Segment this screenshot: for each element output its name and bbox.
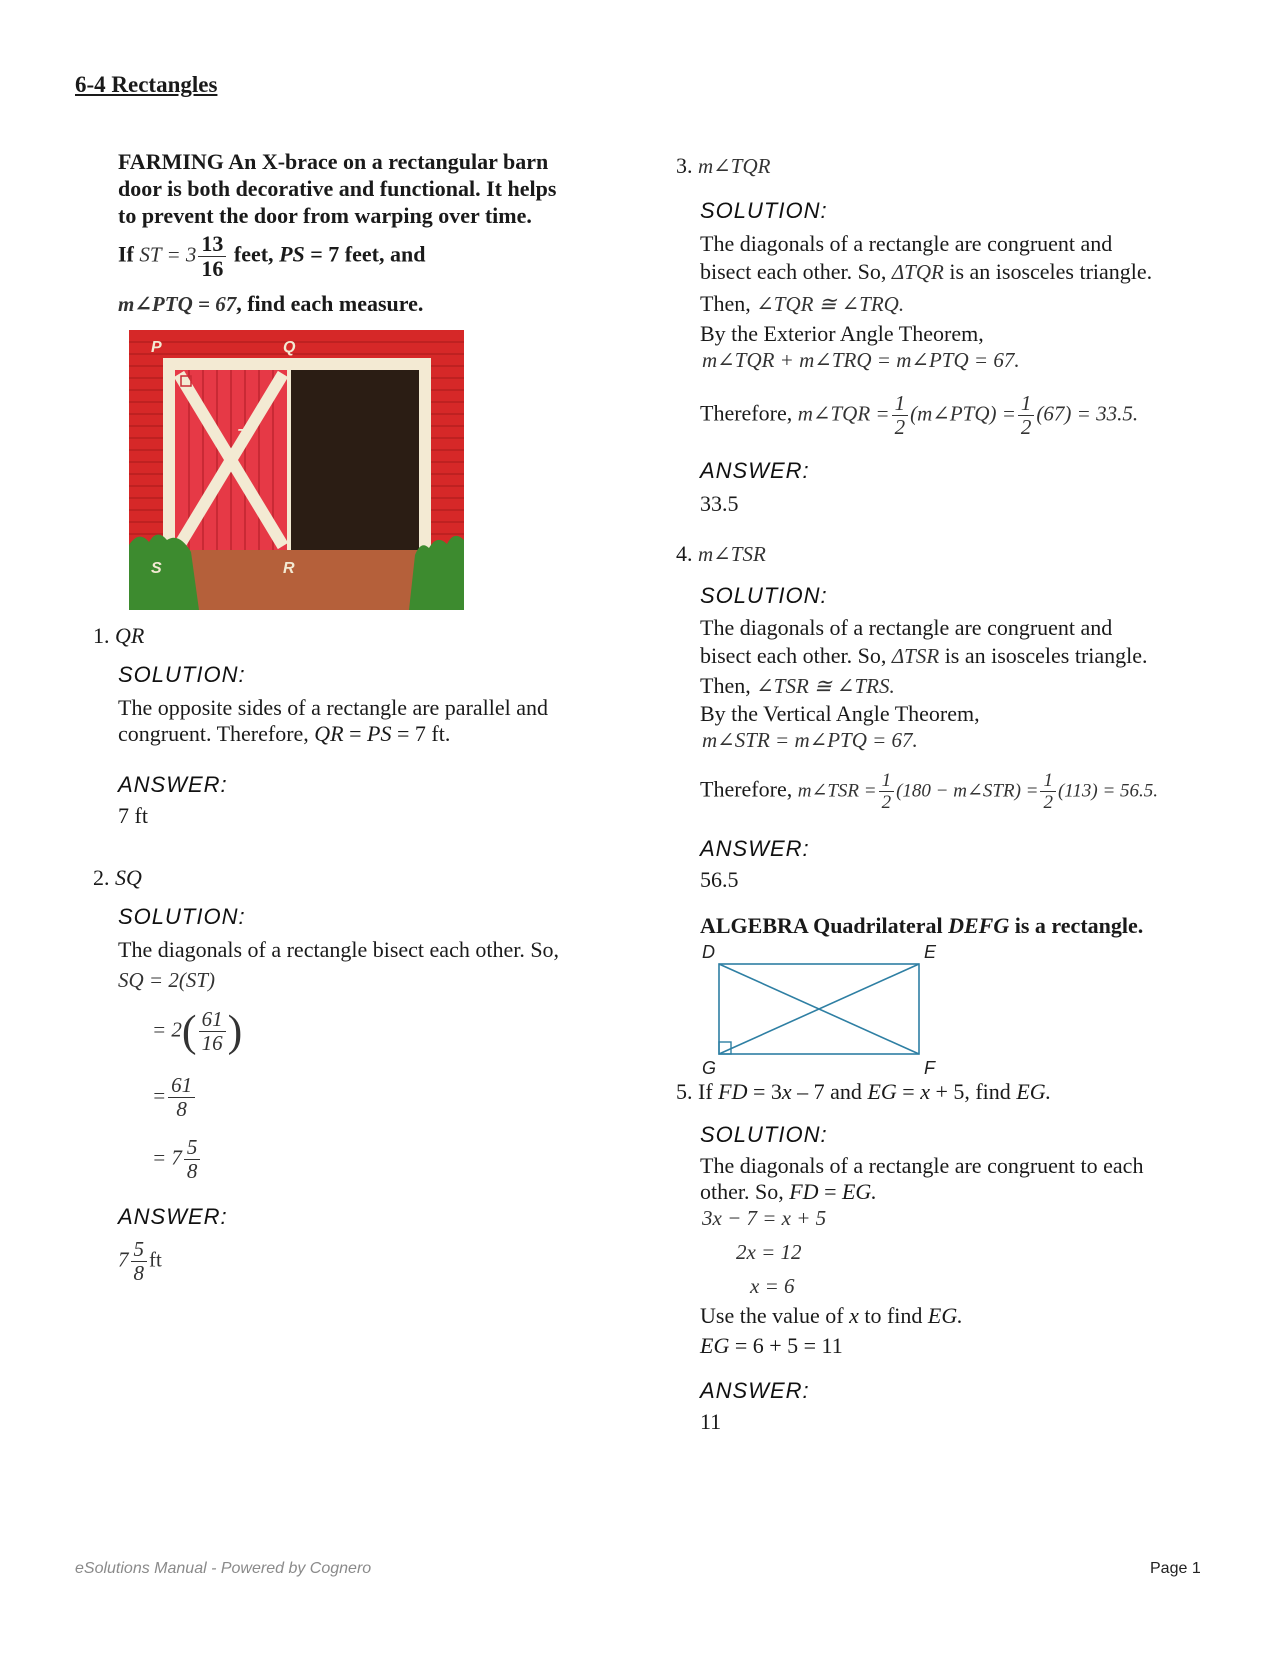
q5-text-4b: = 6 + 5 = 11 [734,1333,843,1358]
q1-text-2d: PS [367,721,392,746]
q4-text-4: By the Vertical Angle Theorem, [700,701,980,726]
q5-prompt-d: x [781,1079,792,1104]
label-s: S [151,560,162,577]
q1-text-2e: = 7 ft. [396,721,451,746]
q4-half-2-den: 2 [1043,792,1053,813]
q4-eq-2c: (113) = 56.5. [1057,780,1159,802]
algebra-heading-c: is a rectangle. [1014,913,1144,938]
q5-text-2 [700,1178,877,1205]
q5-prompt-g: = [902,1079,915,1104]
q5-prompt-j: EG. [1016,1079,1052,1104]
q5-text-2c: = [824,1179,837,1204]
q2-text-1: The diagonals of a rectangle bisect each other. So, [118,937,560,962]
page-title: 6-4 Rectangles [75,72,218,97]
rectangle-defg-diagram [700,940,950,1076]
q4-text-2b: ΔTSR [891,644,940,668]
q4-text-2 [700,642,1148,670]
q1-text-2 [118,720,450,747]
q2-step-3 [152,1074,197,1121]
intro-line-3: to prevent the door from warping over time. [118,203,532,228]
barn-opening [291,370,419,550]
q4-solution-label: SOLUTION: [700,583,828,608]
q3-eq-1: m∠TQR + m∠TRQ = m∠PTQ = 67. [702,348,1020,372]
q4-text-3 [700,672,895,700]
q2-number: 2. [93,865,110,890]
q3-number: 3. [676,153,693,178]
q2-step-3-num: 61 [168,1074,195,1098]
q2-answer-unit: ft [149,1247,162,1272]
q2-answer-num: 5 [131,1238,148,1262]
q5-text-3d: EG. [927,1303,963,1328]
q1-answer-label: ANSWER: [118,772,228,797]
q5-text-3 [700,1302,963,1329]
q3-eq-2c: (67) = 33.5. [1036,401,1139,426]
q1-solution-label: SOLUTION: [118,662,246,687]
q2-answer-whole: 7 [118,1247,129,1272]
q5-prompt-b: FD [718,1079,748,1104]
q2-solution-label: SOLUTION: [118,904,246,929]
q4-text-3b: ∠TSR ≅ ∠TRS. [756,674,895,698]
q1-header [93,622,144,649]
q4-half-1-den: 2 [881,792,892,813]
q3-text-4: By the Exterior Angle Theorem, [700,321,984,346]
q3-half-1-den: 2 [894,415,906,439]
q4-eq-2a: m∠TSR = [797,780,877,802]
q5-prompt-f: EG [867,1079,897,1104]
q3-text-3b: ∠TQR ≅ ∠TRQ. [756,292,905,316]
q2-header [93,864,142,891]
q2-step-2-rparen: ) [227,1006,243,1056]
q5-text-4 [700,1332,843,1359]
page-number: Page 1 [1150,1560,1201,1577]
q3-eq-2a: m∠TQR = [797,401,890,426]
q2-step-4 [152,1136,202,1183]
q5-text-2d: EG. [841,1179,877,1204]
q4-eq-2 [700,770,1158,813]
q2-step-2 [152,1008,242,1055]
algebra-heading-b: DEFG [948,913,1010,938]
q1-answer: 7 ft [118,803,148,828]
given-st-fraction [198,232,226,281]
q2-prompt: SQ [115,865,142,890]
q5-text-3b: x [849,1303,859,1328]
q1-text-2c: = [349,721,362,746]
q5-eq-1: 3x − 7 = x + 5 [702,1206,827,1230]
q5-answer-label: ANSWER: [700,1378,810,1403]
intro-line-2: door is both decorative and functional. It helps [118,176,557,201]
q4-half-2 [1040,770,1056,813]
q2-step-4-pre: = 7 [152,1145,182,1170]
q5-text-2b: FD [789,1179,819,1204]
q2-step-4-num: 5 [184,1136,201,1160]
label-d: D [702,942,715,962]
q3-header [676,152,770,180]
q2-step-2-pre: = 2 [152,1017,182,1042]
given-st: ST = 3 [139,242,197,267]
q5-prompt-c: = 3 [752,1079,782,1104]
q4-answer-label: ANSWER: [700,836,810,861]
q4-text-3a: Then, [700,673,751,698]
q4-header [676,540,766,568]
q5-answer: 11 [700,1409,722,1434]
q5-text-3a: Use the value of [700,1303,844,1328]
q3-text-3a: Then, [700,291,751,316]
label-p: P [151,339,162,356]
label-g: G [702,1058,717,1076]
q3-solution-label: SOLUTION: [700,198,828,223]
q3-text-2a: bisect each other. So, [700,259,887,284]
q3-answer: 33.5 [700,491,739,516]
q2-answer [118,1238,162,1285]
given-ps: PS [279,241,305,267]
q4-number: 4. [676,541,693,566]
q1-text-1: The opposite sides of a rectangle are parallel and [118,695,549,720]
q4-eq-1: m∠STR = m∠PTQ = 67. [702,728,918,752]
label-f: F [924,1058,935,1076]
q3-half-1 [892,392,909,439]
q3-half-2-num: 1 [1018,392,1035,416]
q5-text-2a: other. So, [700,1179,784,1204]
q5-prompt-e: – 7 and [797,1079,862,1104]
q2-step-4-den: 8 [186,1159,198,1183]
label-t: T [237,427,247,444]
q2-step-3-fraction [168,1074,195,1121]
label-q: Q [283,339,296,356]
q3-text-2c: is an isosceles triangle. [949,259,1153,284]
q2-answer-label: ANSWER: [118,1204,228,1229]
q3-eq-2b: (m∠PTQ) = [910,401,1016,426]
q5-eq-2: 2x = 12 [736,1240,802,1264]
given-st-num: 13 [198,232,226,257]
q3-text-2 [700,258,1152,286]
q4-eq-2b: (180 − m∠STR) = [896,780,1039,802]
q3-prompt: m∠TQR [698,154,771,178]
given-angle: m∠PTQ = 67 [118,292,237,316]
algebra-heading-a: ALGEBRA Quadrilateral [700,913,943,938]
barn-door-picture [129,330,464,610]
right-angle-mark-g [719,1042,731,1054]
q5-header [676,1078,1051,1105]
q4-text-1: The diagonals of a rectangle are congruent and [700,615,1113,640]
intro-given [118,232,425,281]
q3-half-2 [1018,392,1035,439]
q3-eq-2 [700,392,1138,439]
q2-answer-fraction [131,1238,148,1285]
q5-eq-3: x = 6 [750,1274,795,1298]
q2-step-2-fraction [199,1008,226,1055]
q3-half-2-den: 2 [1020,415,1032,439]
given-ps-rest: = 7 feet, and [310,241,426,267]
given-feet: feet, [233,241,274,267]
q4-answer: 56.5 [700,867,739,892]
q5-prompt-a: If [698,1079,713,1104]
q4-therefore: Therefore, [700,776,793,802]
q1-text-2a: congruent. Therefore, [118,721,309,746]
q2-step-3-pre: = [152,1083,167,1108]
q2-step-1: SQ = 2(ST) [118,968,216,992]
q5-solution-label: SOLUTION: [700,1122,828,1147]
q3-half-1-num: 1 [892,392,909,416]
q4-text-2c: is an isosceles triangle. [944,643,1148,668]
q4-text-2a: bisect each other. So, [700,643,887,668]
q3-text-3 [700,290,904,318]
intro-angle [118,290,423,318]
q4-half-2-num: 1 [1040,770,1056,792]
q2-step-3-den: 8 [176,1097,187,1121]
q1-prompt: QR [115,623,145,648]
q4-half-1-num: 1 [879,770,895,792]
q2-step-4-fraction [184,1136,201,1183]
q2-answer-den: 8 [133,1261,144,1285]
q3-text-2b: ΔTQR [891,260,944,284]
q1-text-2b: QR [314,721,344,746]
q4-prompt: m∠TSR [698,542,766,566]
footer-credit: eSolutions Manual - Powered by Cognero [75,1560,372,1577]
q5-text-3c: to find [864,1303,923,1328]
q5-number: 5. [676,1079,693,1104]
q5-text-1: The diagonals of a rectangle are congruent to each [700,1153,1144,1178]
label-r: R [283,560,295,577]
q2-step-2-num: 61 [199,1008,226,1032]
q5-prompt-h: x [920,1079,930,1104]
q4-half-1 [879,770,895,813]
q2-step-2-lparen: ( [181,1006,197,1056]
q3-therefore: Therefore, [700,400,793,426]
q1-number: 1. [93,623,110,648]
q2-step-2-den: 16 [201,1031,223,1055]
given-if: If [118,241,134,267]
algebra-heading [700,912,1143,939]
given-find: , find each measure. [236,291,424,316]
q5-text-4a: EG [700,1333,730,1358]
q3-text-1: The diagonals of a rectangle are congruent and [700,231,1113,256]
label-e: E [924,942,937,962]
intro-line-1: FARMING An X-brace on a rectangular barn [118,149,549,174]
given-st-den: 16 [201,256,224,281]
q5-prompt-i: + 5, find [935,1079,1011,1104]
q3-answer-label: ANSWER: [700,458,810,483]
